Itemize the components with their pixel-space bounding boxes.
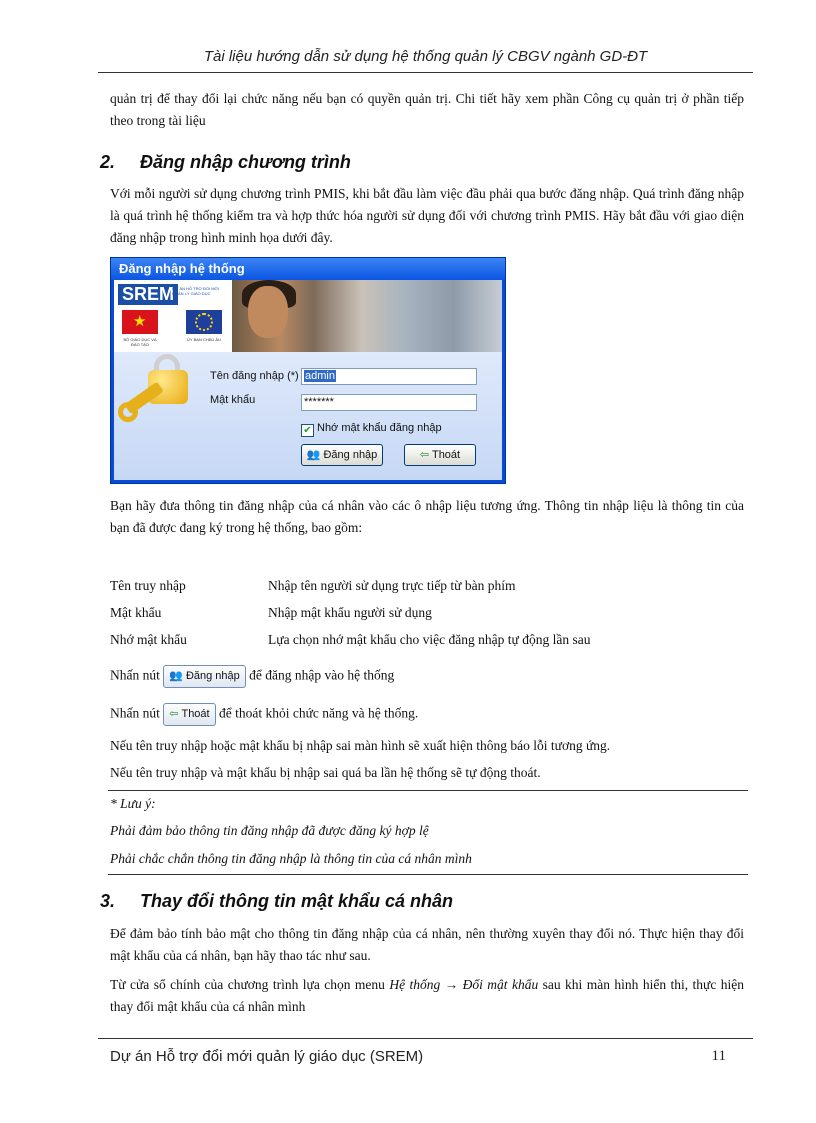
field-desc: Lựa chọn nhớ mật khẩu cho việc đăng nhập tự động lần sau <box>268 632 591 647</box>
exit-button[interactable] <box>404 444 476 466</box>
remember-label: Nhớ mật khẩu đăng nhập <box>317 422 442 434</box>
checkmark-icon: ✔ <box>301 424 314 437</box>
error-line-2: Nếu tên truy nhập và mật khẩu bị nhập sai quá ba lần hệ thống sẽ tự động thoát. <box>110 765 541 780</box>
press-prefix: Nhấn nút <box>110 705 160 721</box>
header-rule <box>98 72 753 73</box>
section-3-number: 3. <box>100 891 116 911</box>
field-row-password <box>110 603 432 623</box>
field-row-remember <box>110 630 590 650</box>
exit-button-label: Thoát <box>431 449 461 461</box>
srem-logo: SREM <box>118 284 178 305</box>
key-ring-icon <box>118 402 138 422</box>
login-button-label: Đăng nhập <box>323 449 378 461</box>
login-button[interactable] <box>301 444 383 466</box>
press-login-line <box>110 665 394 688</box>
page-number: 11 <box>711 1048 726 1064</box>
section-2-title: Đăng nhập chương trình <box>140 152 351 172</box>
field-desc: Nhập tên người sử dụng trực tiếp từ bàn phím <box>268 578 516 593</box>
username-value: admin <box>305 370 335 382</box>
users-icon: 👥 <box>169 670 183 682</box>
press-exit-line <box>110 703 418 726</box>
vietnam-flag-icon: ★ <box>122 310 158 334</box>
exit-icon: ⇦ <box>419 449 430 461</box>
note-line-2: Phải chắc chắn thông tin đăng nhập là thông tin của cá nhân mình <box>110 851 472 866</box>
menu-path: Hệ thống → Đổi mật khẩu <box>389 977 539 992</box>
dialog-banner <box>114 280 502 352</box>
section-2-paragraph-1: Với mỗi người sử dụng chương trình PMIS, khi bắt đầu làm việc đầu phải qua bước đăng nhập. Quá trình đăng nhập là quá trình hệ thống kiểm tra và hợp thức hóa người sử dụng đối với chương trình PMIS. Hãy bắt đầu với giao diện đăng nhập trong hình minh họa dưới đây. <box>110 186 744 245</box>
intro-paragraph: quản trị để thay đổi lại chức năng nếu bạn có quyền quản trị. Chi tiết hãy xem phần Công cụ quản trị ở phần tiếp theo trong tài liệu <box>110 91 744 128</box>
field-row-username <box>110 576 516 596</box>
footer-rule <box>98 1038 753 1039</box>
note-bottom-rule <box>108 874 748 875</box>
field-desc: Nhập mật khẩu người sử dụng <box>268 605 432 620</box>
inline-exit-button <box>163 703 215 726</box>
error-line-1: Nếu tên truy nhập hoặc mật khẩu bị nhập sai màn hình sẽ xuất hiện thông báo lỗi tương ứng. <box>110 738 611 753</box>
menu-suffix: sau khi màn hình hiển thi, thực hiện thay đổi mật khẩu của cá nhân mình <box>110 977 745 1014</box>
moet-caption: BỘ GIÁO DỤC VÀ ĐÀO TẠO <box>123 337 157 347</box>
banner-photo <box>232 280 502 352</box>
section-2-number: 2. <box>100 152 116 172</box>
dialog-title: Đăng nhập hệ thống <box>111 258 505 280</box>
srem-subtitle: DỰ ÁN HỖ TRỢ ĐỔI MỚI QUẢN LÝ GIÁO DỤC <box>172 286 220 296</box>
section-3-paragraph-2 <box>110 974 744 1018</box>
section-3-title: Thay đổi thông tin mật khẩu cá nhân <box>140 891 454 911</box>
note-title: * Lưu ý: <box>110 796 156 811</box>
username-label: Tên đăng nhập (*) <box>210 370 299 382</box>
eu-flag-icon <box>186 310 222 334</box>
password-label: Mật khẩu <box>210 394 256 406</box>
menu-prefix: Từ cửa sổ chính của chương trình lựa chọn menu <box>110 977 385 992</box>
section-2-paragraph-2: Bạn hãy đưa thông tin đăng nhập của cá nhân vào các ô nhập liệu tương ứng. Thông tin nhập liệu là thông tin của bạn đã được đang ký trong hệ thống, bao gồm: <box>110 498 744 535</box>
inline-login-label: Đăng nhập <box>185 670 240 682</box>
remember-checkbox[interactable] <box>301 422 442 437</box>
page-footer <box>110 1048 744 1065</box>
footer-text: Dự án Hỗ trợ đổi mới quản lý giáo dục (SREM) <box>110 1048 424 1065</box>
section-2-heading <box>100 152 351 173</box>
dialog-body <box>114 352 502 480</box>
field-label: Mật khẩu <box>110 605 162 620</box>
press-login-suffix: để đăng nhập vào hệ thống <box>249 667 395 683</box>
eu-caption: ỦY BAN CHÂU ÂU <box>187 337 221 342</box>
note-line-1: Phải đảm bảo thông tin đăng nhập đã được đăng ký hợp lệ <box>110 823 429 838</box>
section-3-heading <box>100 891 453 912</box>
inline-exit-label: Thoát <box>181 708 210 720</box>
users-icon: 👥 <box>306 449 321 461</box>
press-prefix: Nhấn nút <box>110 667 160 683</box>
field-label: Nhớ mật khẩu <box>110 632 187 647</box>
exit-icon: ⇦ <box>169 708 179 720</box>
password-input[interactable]: ******* <box>301 394 477 411</box>
inline-login-button <box>163 665 246 688</box>
login-dialog <box>110 257 506 484</box>
note-top-rule <box>108 790 748 791</box>
username-input[interactable] <box>301 368 477 385</box>
field-label: Tên truy nhập <box>110 578 186 593</box>
page-header: Tài liệu hướng dẫn sử dụng hệ thống quản lý CBGV ngành GD-ĐT <box>203 48 648 65</box>
section-3-paragraph-1: Để đảm bảo tính bảo mật cho thông tin đăng nhập của cá nhân, nên thường xuyên thay đổi nó. Thực hiện thay đổi mật khẩu của cá nhân, bạn hãy thao tác như sau. <box>110 926 744 963</box>
press-exit-suffix: để thoát khỏi chức năng và hệ thống. <box>218 705 419 721</box>
